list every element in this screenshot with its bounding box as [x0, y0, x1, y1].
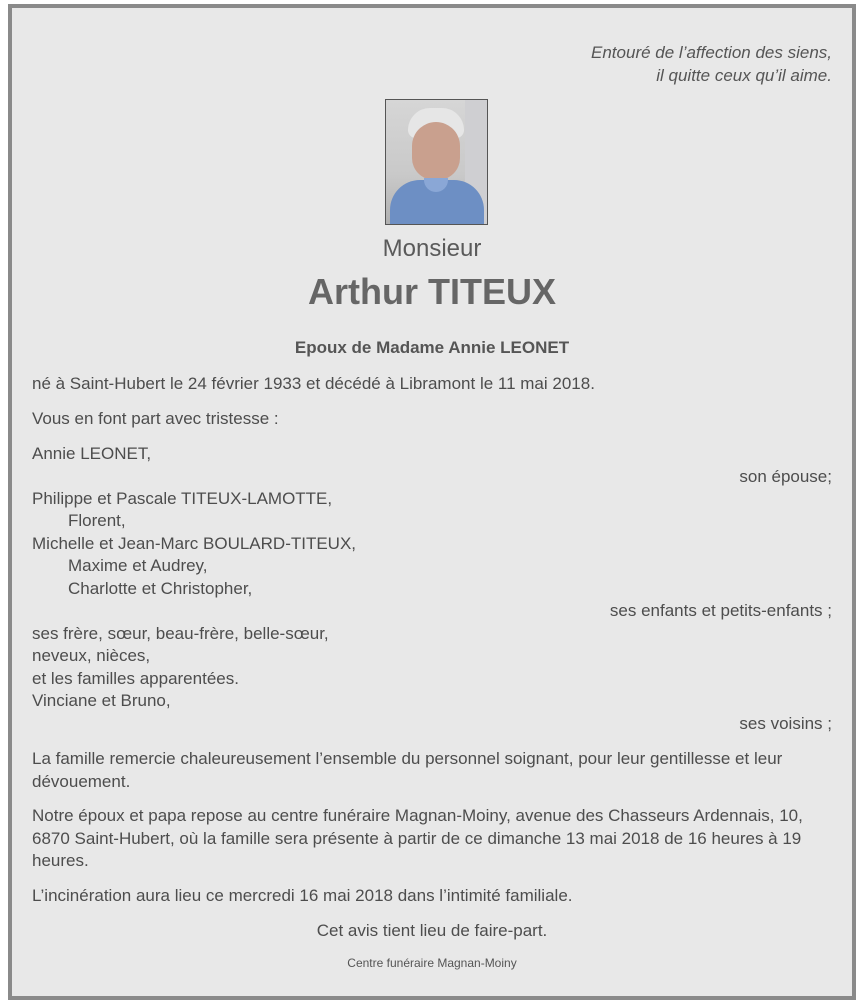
spouse-role: son épouse;	[739, 467, 832, 486]
children-role: ses enfants et petits-enfants ;	[609, 601, 832, 620]
neighbours: Vinciane et Bruno,	[32, 691, 171, 710]
epitaph-line-2: il quitte ceux qu’il aime.	[656, 65, 832, 85]
announcement-intro: Vous en font part avec tristesse :	[32, 409, 279, 428]
portrait-photo	[385, 99, 488, 225]
epitaph	[591, 42, 832, 87]
child-2: Michelle et Jean-Marc BOULARD-TITEUX,	[32, 534, 357, 553]
deceased-name: Arthur TITEUX	[308, 271, 556, 312]
epitaph-line-1: Entouré de l’affection des siens,	[591, 43, 832, 62]
families: et les familles apparentées.	[32, 669, 239, 688]
child-1: Philippe et Pascale TITEUX-LAMOTTE,	[32, 489, 333, 508]
thanks-paragraph: La famille remercie chaleureusement l’ensemble du personnel soignant, pour leur gentillesse et leur dévouement.	[32, 749, 783, 791]
incineration-paragraph: L’incinération aura lieu ce mercredi 16 mai 2018 dans l’intimité familiale.	[32, 886, 573, 905]
repose-paragraph: Notre époux et papa repose au centre funéraire Magnan-Moiny, avenue des Chasseurs Ardennais, 10, 6870 Saint-Hubert, où la famille sera présente à partir de ce dimanche 13 mai 2018 de 16 heures à 19 heures.	[32, 806, 803, 870]
notice-line: Cet avis tient lieu de faire-part.	[316, 921, 548, 940]
honorific: Monsieur	[382, 235, 482, 262]
funeral-home-footer: Centre funéraire Magnan-Moiny	[347, 956, 517, 970]
grandchild-1: Florent,	[68, 511, 126, 530]
spouse-name: Annie LEONET,	[32, 444, 152, 463]
obituary-card	[8, 4, 856, 1000]
spouse-line: Epoux de Madame Annie LEONET	[294, 338, 570, 357]
grandchild-3: Charlotte et Christopher,	[68, 579, 253, 598]
nephews: neveux, nièces,	[32, 646, 151, 665]
birth-death-line: né à Saint-Hubert le 24 février 1933 et décédé à Libramont le 11 mai 2018.	[32, 374, 595, 393]
siblings: ses frère, sœur, beau-frère, belle-sœur,	[32, 624, 329, 643]
grandchild-2: Maxime et Audrey,	[68, 556, 208, 575]
neighbours-role: ses voisins ;	[739, 714, 832, 733]
